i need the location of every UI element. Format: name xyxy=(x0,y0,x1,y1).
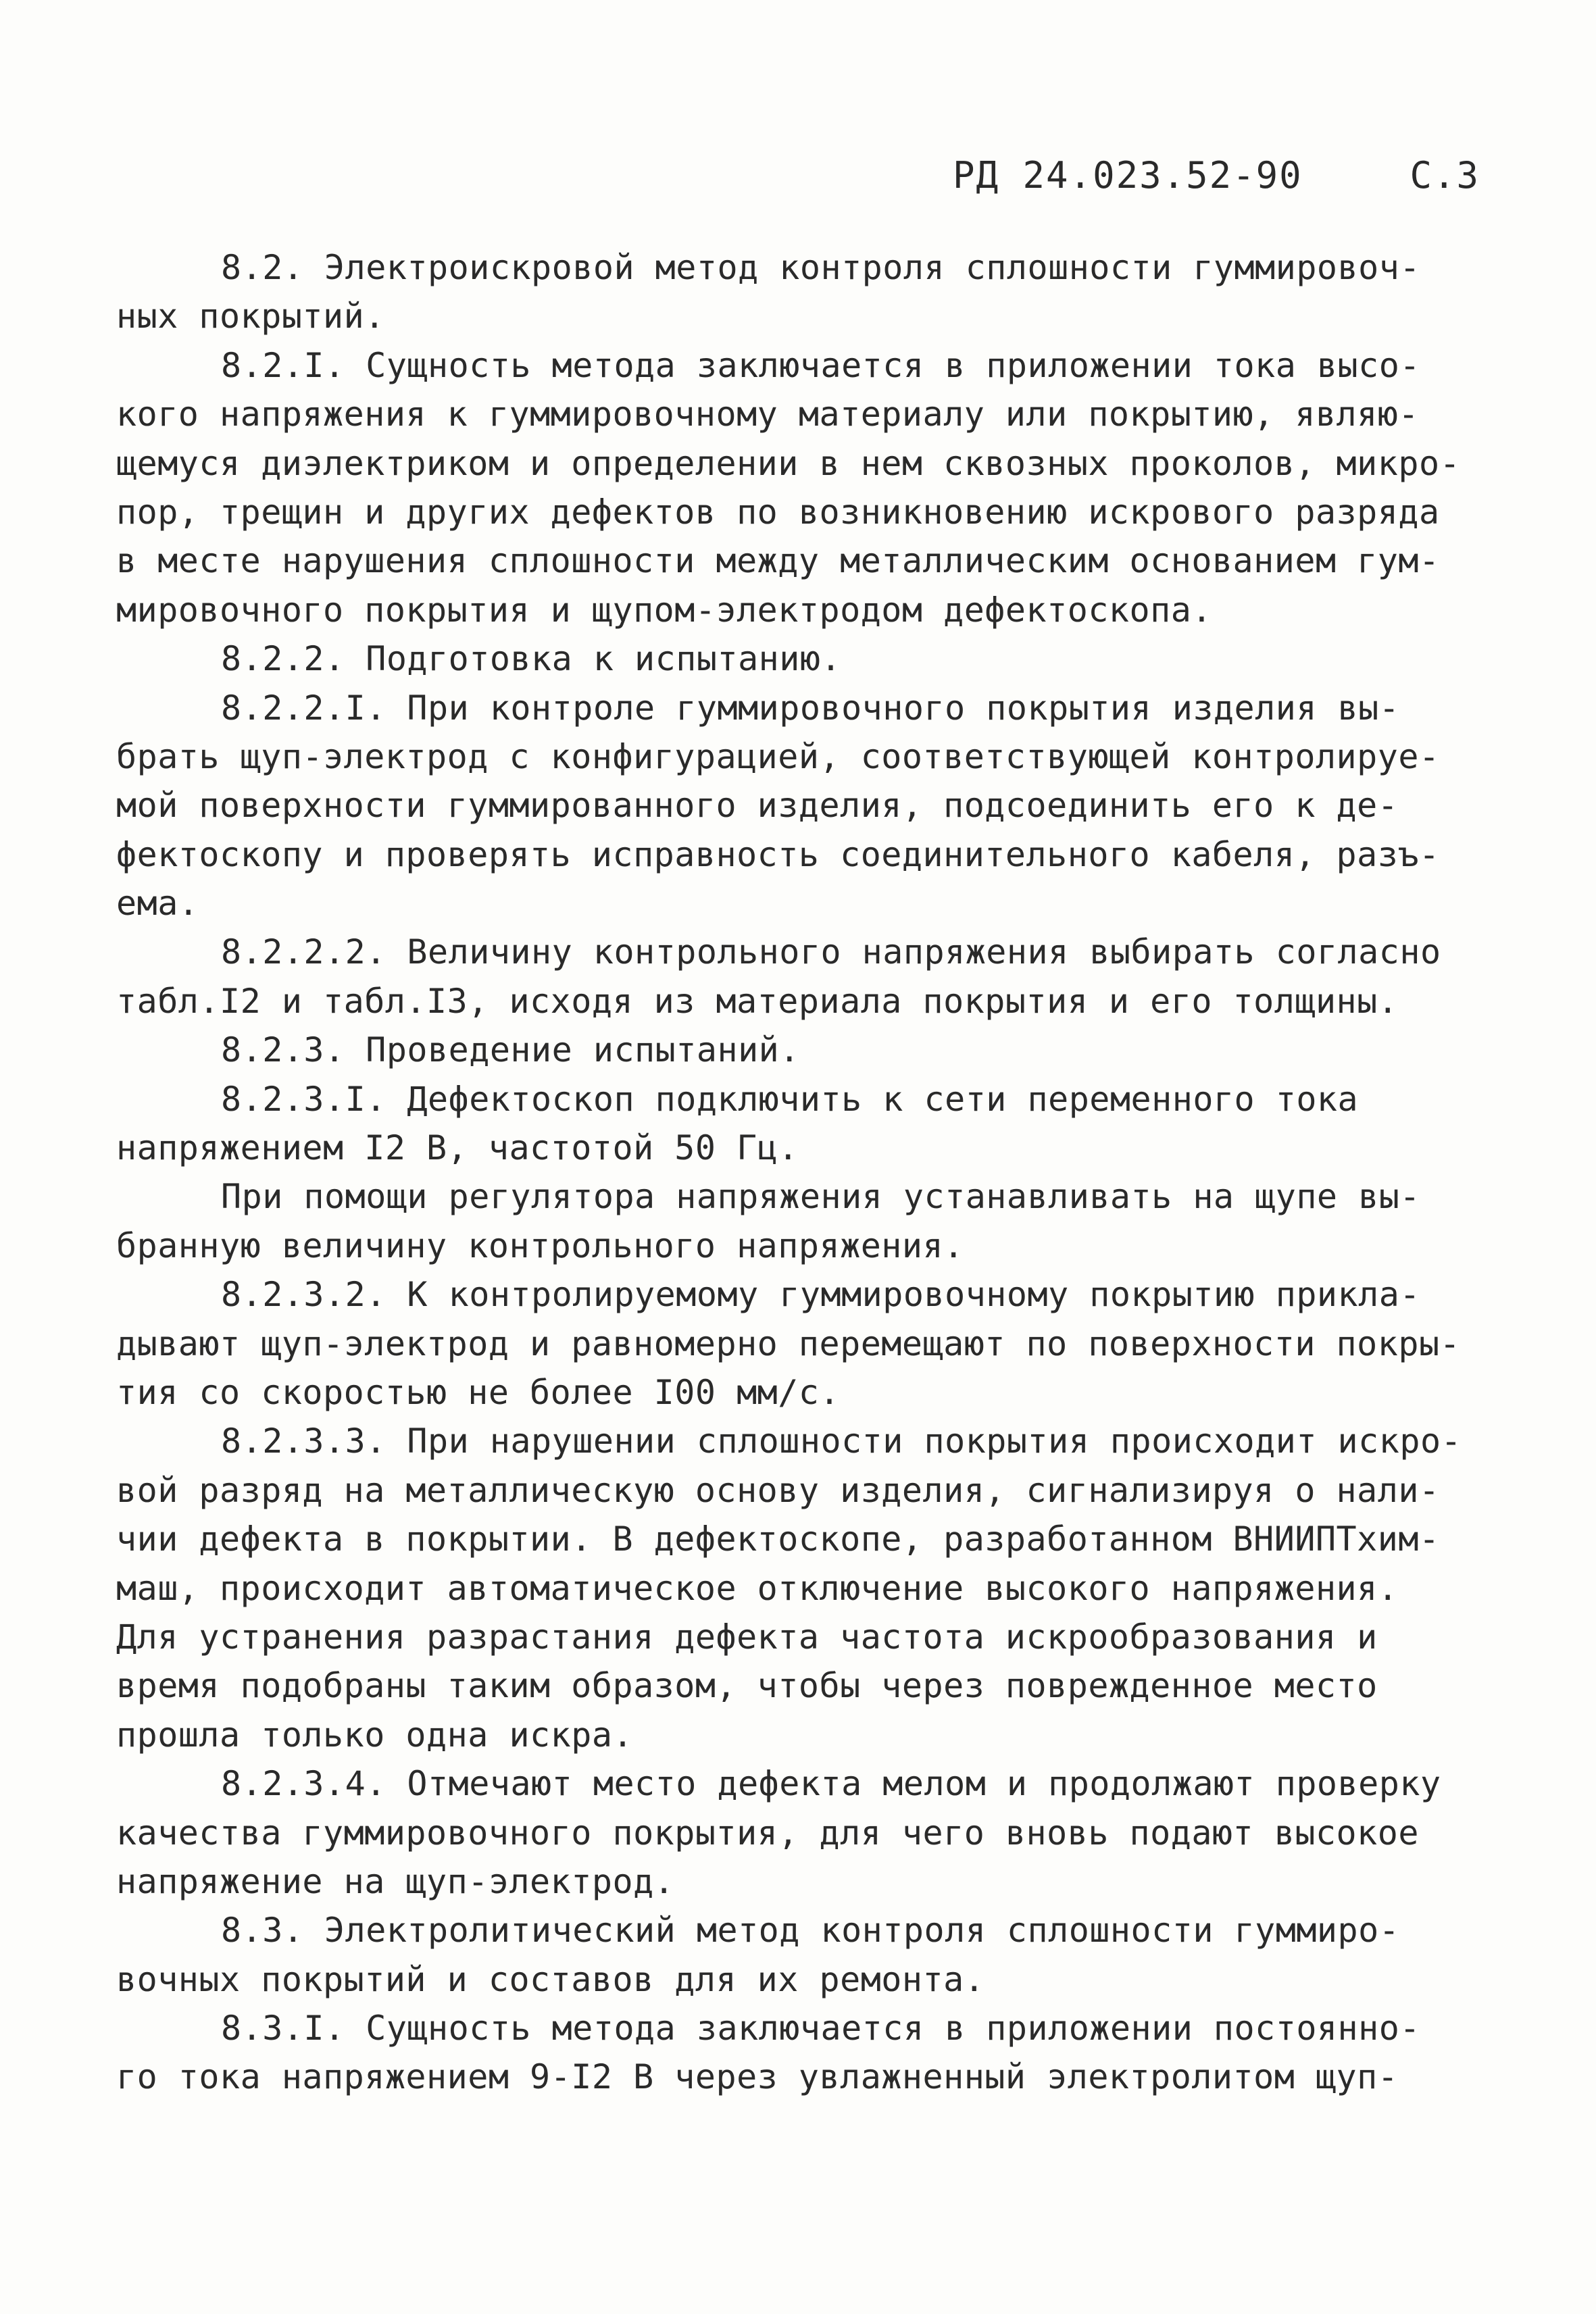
text-line: щемуся диэлектриком и определении в нем сквозных проколов, микро- xyxy=(116,443,1461,483)
text-line: ема. xyxy=(116,884,199,924)
text-line: 8.2.I. Сущность метода заключается в приложении тока высо- xyxy=(221,345,1420,385)
text-line: напряжением I2 В, частотой 50 Гц. xyxy=(116,1128,799,1168)
body-text xyxy=(116,243,1474,2102)
text-line: пор, трещин и других дефектов по возникновению искрового разряда xyxy=(116,492,1440,532)
text-line: ных покрытий. xyxy=(116,297,385,336)
text-line: качества гуммировочного покрытия, для чего вновь подают высокое xyxy=(116,1813,1419,1853)
page-header xyxy=(878,154,1487,201)
text-line: 8.2.2. Подготовка к испытанию. xyxy=(221,639,842,679)
text-line: мой поверхности гуммированного изделия, подсоединить его к де- xyxy=(116,786,1399,826)
text-line: тия со скоростью не более I00 мм/с. xyxy=(116,1372,841,1412)
text-line: 8.2.3.2. К контролируемому гуммировочному покрытию прикла- xyxy=(221,1275,1420,1315)
text-line: 8.2.2.I. При контроле гуммировочного покрытия изделия вы- xyxy=(221,688,1400,728)
text-line: вочных покрытий и составов для их ремонта. xyxy=(116,1959,985,1999)
text-line: брать щуп-электрод с конфигурацией, соответствующей контролируе- xyxy=(116,736,1440,776)
text-line: вой разряд на металлическую основу изделия, сигнализируя о нали- xyxy=(116,1470,1440,1510)
text-line: 8.2.2.2. Величину контрольного напряжения выбирать согласно xyxy=(221,932,1441,972)
text-line: бранную величину контрольного напряжения. xyxy=(116,1226,964,1265)
text-line: 8.2.3.I. Дефектоскоп подключить к сети переменного тока xyxy=(221,1079,1359,1119)
text-line: 8.3.I. Сущность метода заключается в приложении постоянно- xyxy=(221,2009,1420,2048)
text-line: 8.2.3.3. При нарушении сплошности покрытия происходит искро- xyxy=(221,1422,1462,1461)
text-line: прошла только одна искра. xyxy=(116,1715,634,1755)
text-line: чии дефекта в покрытии. В дефектоскопе, разработанном ВНИИПТхим- xyxy=(116,1519,1440,1559)
text-line: 8.2.3. Проведение испытаний. xyxy=(221,1030,800,1070)
text-line: мировочного покрытия и щупом-электродом дефектоскопа. xyxy=(116,590,1212,630)
text-line: дывают щуп-электрод и равномерно перемещают по поверхности покры- xyxy=(116,1324,1461,1363)
text-line: время подобраны таким образом, чтобы через поврежденное место xyxy=(116,1666,1378,1706)
text-line: табл.I2 и табл.I3, исходя из материала покрытия и его толщины. xyxy=(116,981,1399,1021)
document-code: РД 24.023.52-90 xyxy=(953,154,1303,197)
text-line: Для устранения разрастания дефекта частота искрообразования и xyxy=(116,1617,1378,1657)
text-line: маш, происходит автоматическое отключение высокого напряжения. xyxy=(116,1568,1399,1608)
text-line: 8.2. Электроискровой метод контроля сплошности гуммировоч- xyxy=(221,248,1420,287)
text-line: 8.3. Электролитический метод контроля сплошности гуммиро- xyxy=(221,1911,1400,1951)
text-line: в месте нарушения сплошности между металлическим основанием гум- xyxy=(116,541,1440,581)
text-line: кого напряжения к гуммировочному материалу или покрытию, являю- xyxy=(116,395,1419,434)
text-line: го тока напряжением 9-I2 В через увлажненный электролитом щуп- xyxy=(116,2057,1399,2097)
text-line: фектоскопу и проверять исправность соединительного кабеля, разъ- xyxy=(116,834,1440,874)
text-line: При помощи регулятора напряжения устанавливать на щупе вы- xyxy=(221,1177,1420,1217)
page-number: С.3 xyxy=(1410,154,1480,197)
text-line: 8.2.3.4. Отмечают место дефекта мелом и продолжают проверку xyxy=(221,1764,1441,1804)
text-line: напряжение на щуп-электрод. xyxy=(116,1861,675,1901)
